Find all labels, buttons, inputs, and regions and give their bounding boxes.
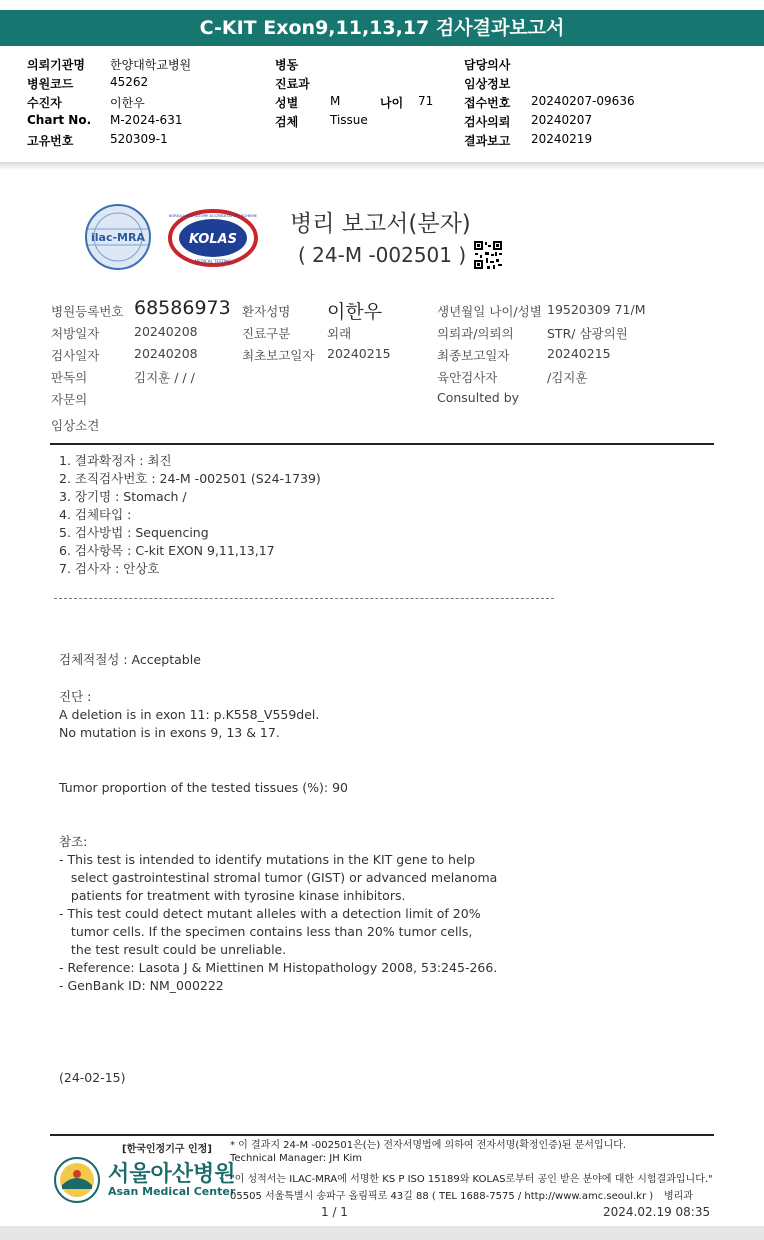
header-cell-v1: 이한우 (110, 96, 145, 110)
note-line: tumor cells. If the specimen contains less than 20% tumor cells, (59, 924, 473, 939)
header-cell-v1: M-2024-631 (110, 113, 183, 127)
header-cell-v1: 45262 (110, 75, 149, 89)
tumor-proportion: Tumor proportion of the tested tissues (%): 90 (59, 780, 349, 795)
kolas-ring-text: KOREA LABORATORY ACCREDITATION SCHEME (168, 213, 258, 218)
bottom-gray-band (0, 1226, 764, 1240)
final-report-value: 20240215 (547, 346, 611, 361)
kolas-logo (168, 209, 258, 267)
dashed-divider (54, 598, 554, 599)
report-number: ( 24-M -002501 ) (298, 243, 467, 267)
result-item: 5. 검사방법 : Sequencing (59, 525, 209, 540)
header-cell-l2: 검체 (275, 115, 299, 129)
header-cell-l4: 임상정보 (464, 77, 511, 91)
visit-type-label: 진료구분 (242, 326, 291, 341)
diagnosis-line: A deletion is in exon 11: p.K558_V559del. (59, 707, 320, 722)
note-line: - Reference: Lasota J & Miettinen M Histopathology 2008, 53:245-266. (59, 960, 498, 975)
report-title-bar: C-KIT Exon9,11,13,17 검사결과보고서 (0, 10, 764, 46)
reg-no-value: 68586973 (134, 297, 231, 319)
first-report-value: 20240215 (327, 346, 391, 361)
header-cell-l1: 고유번호 (27, 134, 74, 148)
result-item: 2. 조직검사번호 : 24-M -002501 (S24-1739) (59, 471, 321, 486)
header-cell-v2: Tissue (330, 113, 368, 127)
result-item: 6. 검사항목 : C-kit EXON 9,11,13,17 (59, 543, 275, 558)
consulted-by-label: Consulted by (437, 390, 520, 405)
header-cell-v1: 한양대학교병원 (110, 58, 192, 72)
gross-examiner-value: /김지훈 (547, 370, 588, 385)
footer-dept: 병리과 (664, 1191, 693, 1202)
consultant-label: 자문의 (51, 392, 88, 407)
footer-line-1: * 이 결과지 24-M -002501은(는) 전자서명법에 의하여 전자서명(확정인증)된 문서입니다. (230, 1140, 627, 1151)
note-line: select gastrointestinal stromal tumor (GIST) or advanced melanoma (59, 870, 498, 885)
kolas-bottom-text: MEDICAL TESTING (194, 259, 232, 264)
diagnosis-lines (59, 706, 319, 742)
result-item: 4. 검체타입 : (59, 507, 132, 522)
header-cell-v3: 71 (418, 94, 434, 108)
reg-no-label: 병원등록번호 (51, 304, 124, 319)
result-items (59, 452, 321, 578)
result-item: 1. 결과확정자 : 최진 (59, 453, 172, 468)
referral-label: 의뢰과/의뢰의 (437, 326, 514, 341)
hospital-name-en: Asan Medical Center (108, 1185, 236, 1198)
final-report-label: 최종보고일자 (437, 348, 510, 363)
header-cell-l4: 담당의사 (464, 58, 511, 72)
specimen-adequacy: 검체적절성 : Acceptable (59, 652, 201, 667)
test-date-label: 검사일자 (51, 348, 100, 363)
referral-value: STR/ 삼광의원 (547, 326, 628, 341)
rx-date-value: 20240208 (134, 324, 198, 339)
header-cell-l4: 결과보고 (464, 134, 511, 148)
first-report-label: 최초보고일자 (242, 348, 315, 363)
test-date-value: 20240208 (134, 346, 198, 361)
note-line: - GenBank ID: NM_000222 (59, 978, 224, 993)
header-cell-l2: 병동 (275, 58, 299, 72)
header-cell-v4: 20240219 (531, 132, 593, 146)
header-cell-v2: M (330, 94, 341, 108)
kolas-text: KOLAS (188, 232, 238, 247)
note-line: - This test is intended to identify mutations in the KIT gene to help (59, 852, 476, 867)
header-cell-l1: Chart No. (27, 113, 92, 127)
gross-examiner-label: 육안검사자 (437, 370, 498, 385)
patient-name-value: 이한우 (327, 301, 383, 323)
qr-code-icon (473, 240, 503, 270)
hospital-name-kr: 서울아산병원 (108, 1162, 236, 1187)
reader-label: 판독의 (51, 370, 88, 385)
header-cell-l4: 검사의뢰 (464, 115, 511, 129)
report-date: (24-02-15) (59, 1070, 126, 1085)
header-cell-l2: 진료과 (275, 77, 310, 91)
footer-line-2: Technical Manager: JH Kim (230, 1153, 363, 1164)
header-cell-l4: 접수번호 (464, 96, 511, 110)
header-cell-l1: 의뢰기관명 (27, 58, 85, 72)
ilac-text: ilac-MRA (91, 231, 145, 244)
header-cell-v1: 520309-1 (110, 132, 168, 146)
section-divider (0, 162, 764, 170)
note-line: patients for treatment with tyrosine kinase inhibitors. (59, 888, 406, 903)
rx-date-label: 처방일자 (51, 326, 100, 341)
page-number: 1 / 1 (321, 1205, 348, 1219)
patient-name-label: 환자성명 (242, 304, 291, 319)
note-line: the test result could be unreliable. (59, 942, 287, 957)
header-cell-l2: 성별 (275, 96, 299, 110)
reader-value: 김지훈 / / / (134, 370, 195, 385)
result-item: 3. 장기명 : Stomach / (59, 489, 187, 504)
birth-age-sex-value: 19520309 71/M (547, 302, 646, 317)
diagnosis-line: No mutation is in exons 9, 13 & 17. (59, 725, 280, 740)
info-divider (50, 443, 714, 445)
visit-type-value: 외래 (327, 326, 352, 341)
hospital-emblem-icon (54, 1157, 100, 1203)
notes-label: 참조: (59, 834, 88, 849)
footer-line-4: 05505 서울특별시 송파구 올림픽로 43길 88 ( TEL 1688-7575 / http://www.amc.seoul.kr ) (230, 1191, 654, 1202)
print-timestamp: 2024.02.19 08:35 (603, 1205, 711, 1219)
header-cell-l1: 병원코드 (27, 77, 74, 91)
result-item: 7. 검사자 : 안상호 (59, 561, 160, 576)
clinical-findings-label: 임상소견 (51, 418, 100, 433)
cert-label: [한국인정기구 인정] (122, 1144, 212, 1155)
report-heading: 병리 보고서(분자) (290, 211, 471, 237)
ilac-mra-logo (84, 203, 152, 271)
header-cell-l3: 나이 (380, 96, 404, 110)
header-cell-v4: 20240207 (531, 113, 593, 127)
header-cell-v4: 20240207-09636 (531, 94, 635, 108)
footer-line-3: "이 성적서는 ILAC-MRA에 서명한 KS P ISO 15189와 KOLAS로부터 공인 받은 분야에 대한 시험결과입니다." (230, 1174, 713, 1185)
diagnosis-label: 진단 : (59, 689, 92, 704)
birth-age-sex-label: 생년월일 나이/성별 (437, 304, 542, 319)
note-line: - This test could detect mutant alleles with a detection limit of 20% (59, 906, 481, 921)
header-cell-l1: 수진자 (27, 96, 62, 110)
notes (59, 851, 497, 995)
